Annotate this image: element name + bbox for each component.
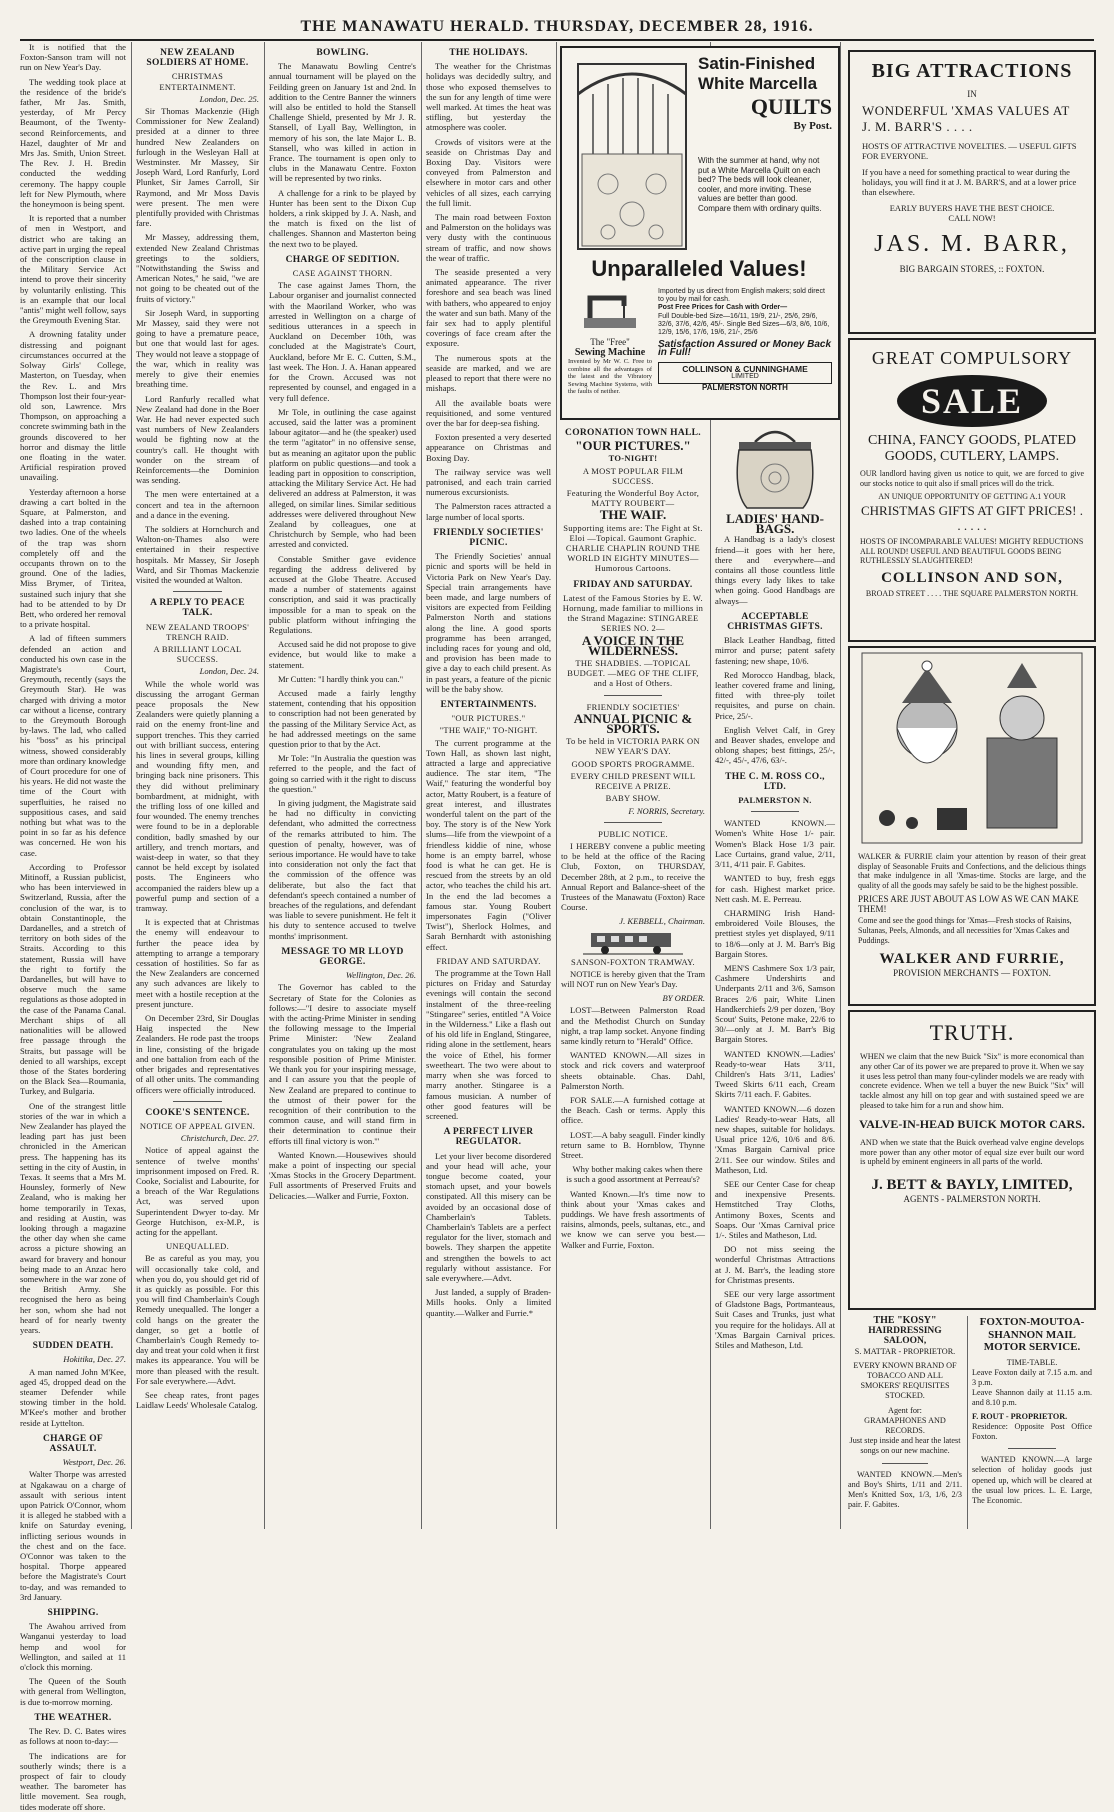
column-rule: [967, 1316, 968, 1529]
subheadline: FRIDAY AND SATURDAY.: [436, 955, 541, 966]
firm-name: COLLINSON & CUNNINGHAME: [682, 363, 808, 374]
ad-headline: GREAT COMPULSORY: [871, 348, 1073, 368]
subheadline: UNEQUALLED.: [165, 1241, 230, 1252]
separator: [173, 591, 222, 592]
news-paragraph: Wanted Known.—Housewives should make a point of inspecting our special 'Xmas Stocks in the Grocery Department. Full assortments of Preserved Fruits and Delicacies.—Walker and Furrie, Foxton.: [269, 1149, 416, 1201]
ad-text: PRICES ARE JUST ABOUT AS LOW AS WE CAN MAKE THEM!: [858, 894, 1079, 915]
column-bowling-sedition: [269, 42, 416, 1529]
santa-claus-illustration: [857, 648, 1087, 848]
kosy-advertisement: [848, 1316, 962, 1529]
headline: FRIDAY AND SATURDAY.: [573, 579, 693, 590]
column-rule: [264, 42, 265, 1529]
firm-ltd: LIMITED: [731, 372, 759, 380]
classified-ad: LOST—Between Palmerston Road and the Methodist Church on Sunday night, a trap lamp socket. Anyone finding same kindly return to "Herald" Office.: [561, 1005, 705, 1046]
firm-address: PROVISION MERCHANTS — FOXTON.: [893, 968, 1051, 979]
firm-address: BIG BARGAIN STORES, :: FOXTON.: [899, 264, 1045, 274]
firm-name: COLLINSON AND SON,: [881, 569, 1063, 586]
firm-name: THE C. M. ROSS CO., LTD.: [725, 771, 825, 792]
signature: J. KEBBELL, Chairman.: [619, 916, 705, 927]
machine-label: The "Free": [590, 337, 630, 347]
classified-ad: LOST.—A baby seagull. Finder kindly return same to B. Hornblow, Thynne Street.: [561, 1129, 705, 1160]
cinema-title: "OUR PICTURES.": [575, 438, 691, 454]
news-paragraph: Just landed, a supply of Braden-Mills hooks. Only a limited quantity.—Walker and Furrie.*: [426, 1287, 551, 1318]
subheadline: CASE AGAINST THORN.: [292, 268, 393, 279]
headline: MESSAGE TO MR LLOYD GEORGE.: [281, 946, 404, 968]
headline: CORONATION TOWN HALL.: [565, 428, 701, 438]
news-paragraph: The railway service was well patronised, and each train carried numerous excursionists.: [426, 466, 551, 498]
news-paragraph: The indications are for southerly winds; there is a prospect of fair to cloudy weather. The barometer has little movement. Sea rough, tides moderate off shore.: [20, 1750, 126, 1812]
firm-town: PALMERSTON N.: [738, 795, 812, 806]
news-paragraph: The Awahou arrived from Wanganui yesterday to load hemp and wool for Wellington, and sailed at 11 o'clock this morning.: [20, 1621, 126, 1673]
firm-address: BROAD STREET . . . . THE SQUARE PALMERSTON NORTH.: [865, 588, 1079, 598]
ad-text: Black Leather Handbag, fitted mirror and purse; patent safety fastening; new shape, 10/6.: [715, 635, 835, 666]
news-paragraph: The soldiers at Hornchurch and Walton-on-Thames also were entertained in their respective hospitals. Mr Massey, Sir Joseph Ward, and Sir Thomas Mackenzie visited the wounded at Walton.: [136, 523, 259, 585]
news-paragraph: The Palmerston races attracted a large number of local sports.: [426, 501, 551, 522]
ad-text: Residence: Opposite Post Office Foxton.: [972, 1421, 1092, 1441]
tram-icon: [583, 929, 683, 955]
ad-text: OUR landlord having given us notice to quit, we are forced to give our stocks notice to quit also if small prices will do the trick.: [860, 469, 1084, 488]
ad-text: A Handbag is a lady's closest friend—it goes with her here, there and everywhere—and contains all those countless little things every lady likes to take when going. Good Handbags are always—: [715, 534, 835, 606]
news-paragraph: Sir Thomas Mackenzie (High Commissioner for New Zealand) presided at a dinner to three hundred New Zealanders on furlough in the Wesleyan Hall at Westminster. Mr Massey, Sir Joseph Ward, Lord Ranfurly, Lord Plunket, Sir James Carroll, Sir Raymond, and Mr Moss Davis were present. The men were plentifully provided with Christmas fare.: [136, 106, 259, 229]
film-title: THE WAIF.: [599, 507, 667, 523]
column-rule: [421, 42, 422, 1529]
headline: CHARGE OF ASSAULT.: [43, 1433, 103, 1455]
news-paragraph: On December 23rd, Sir Douglas Haig inspected the New Zealanders. He rode past the troops in line, consisting of the brigade and one battalion from each of the other brigades and representatives of all other units. The commanding officers were officially introduced.: [136, 1013, 259, 1095]
news-paragraph: Foxton presented a very deserted appearance on Christmas and Boxing Day.: [426, 432, 551, 463]
classified-ad: FOR SALE.—A furnished cottage at the Beach. Cash or terms. Apply this office.: [561, 1094, 705, 1126]
notice-text: GOOD SPORTS PROGRAMME.: [571, 758, 695, 769]
headline: PUBLIC NOTICE.: [598, 828, 668, 839]
ad-text: HOSTS OF INCOMPARABLE VALUES! MIGHTY REDUCTIONS ALL ROUND! USEFUL AND BEAUTIFUL GOODS BEING RUTHLESSLY SLAUGHTERED!: [860, 537, 1084, 566]
subheadline: NEW ZEALAND TROOPS' TRENCH RAID.: [145, 621, 250, 642]
price-heading: Post Free Prices for Cash with Order—: [658, 304, 788, 312]
classified-ad: Why bother making cakes when there is such a good assortment at Perreau's?: [566, 1164, 703, 1185]
ad-text: IN: [967, 89, 977, 99]
classified-ad: WANTED to buy, fresh eggs for cash. Highest market price. Nett cash. M. E. Perreau.: [715, 873, 835, 904]
news-paragraph: Mr Massey, addressing them, extended New Zealand Christmas greetings to the soldiers, "Notwithstanding the Swiss and American Notes," he said, "we are not going to be cheated out of the fruits of victory.": [136, 232, 259, 304]
news-paragraph: Be as careful as you may, you will occasionally take cold, and when you do, you should get rid of it as quickly as possible. For this you will find Chamberlain's Cough Remedy unequalled. The longer a cold hangs on the greater the danger, so get a bottle of Chamberlain's Cough Remedy to-day and treat your cold when it first makes its appearance. You will be more than pleased with the result. For sale everywhere.—Advt.: [136, 1253, 259, 1386]
ad-headline: LADIES' HAND-BAGS.: [726, 511, 824, 537]
classified-ad: WANTED KNOWN.—All sizes in stock and rick covers and waterproof sheets obtainable. Chas. Dahl, Palmerston North.: [561, 1050, 705, 1091]
ad-headline: CHINA, FANCY GOODS, PLATED GOODS, CUTLERY, LAMPS.: [867, 433, 1077, 464]
headline: ENTERTAINMENTS.: [440, 699, 537, 710]
signature: BY ORDER.: [662, 993, 705, 1004]
column-notices: [561, 422, 705, 1529]
ad-headline: FOXTON-MOUTOA-SHANNON MAIL MOTOR SERVICE.: [979, 1316, 1085, 1353]
classified-ad: WANTED KNOWN.—Men's and Boy's Shirts, 1/11 and 2/11. Men's Knitted Sox, 1/3, 1/6, 2/3 pair. F. Gabites.: [848, 1469, 962, 1510]
separator: [604, 822, 662, 823]
news-paragraph: Mr Tole, in outlining the case against accused, said the latter was a prominent labour agitator—and he (the speaker) used the term "agitator" in no offensive sense, but as meaning an agitator upon the public platform on public questions—and took a leading part in opposition to conscription, attacking the Military Service Act. He had delivered an address at Palmerston, it was alleged, on similar lines. Similar seditious addresses were delivered throughout New Zealand by colleagues, one at Christchurch by Semple, who had been arrested and convicted.: [269, 406, 416, 550]
news-paragraph: See cheap rates, front pages Laidlaw Leeds' Wholesale Catalog.: [136, 1389, 259, 1411]
notice-text: THE SHADBIES. —TOPICAL BUDGET. —MEG OF THE CLIFF, and a Host of Others.: [567, 658, 699, 689]
news-paragraph: The Manawatu Bowling Centre's annual tournament will be played on the Feilding green on January 1st and 2nd. In addition to the Centre Banner the winners will also be entitled to hold the Stansell Challenge Shield, presented by Mr J. R. Stansell, of Lyall Bay, Wellington, in memory of his son, the late Major L. B. Stansell, who was killed in action in France. The tournament is open only to clubs in the Manawatu Centre. Foxton will be represented by two rinks.: [269, 61, 416, 184]
sewing-machine-icon: [580, 288, 640, 332]
ad-headline: WONDERFUL 'XMAS VALUES AT J. M. BARR'S . . . .: [862, 103, 1070, 134]
news-paragraph: Let your liver become disordered and your head will ache, your tongue become coated, your stomach upset, and your bowels constipated. All this misery can be avoided by an occasional dose of Chamberlain's Tablets. Chamberlain's Tablets are a perfect regulator for the liver, stomach and bowels. They sharpen the appetite and strengthen the bowels to act regularly without assistance. For sale everywhere.—Advt.: [426, 1150, 551, 1283]
sewing-machine-panel: [568, 288, 652, 396]
separator: [1008, 1448, 1056, 1449]
subheadline: NOTICE OF APPEAL GIVEN.: [139, 1120, 256, 1131]
ad-text: HOSTS OF ATTRACTIVE NOVELTIES. — USEFUL GIFTS FOR EVERYONE.: [862, 141, 1077, 161]
machine-label: Sewing Machine: [574, 347, 646, 358]
dateline: Hokitika, Dec. 27.: [63, 1354, 126, 1365]
price-list: Full Double-bed Size—16/11, 19/9, 21/-, 25/6, 29/6, 32/6, 37/6, 42/6, 45/-. Single Bed Sizes—6/3, 8/6, 10/6, 12/9, 15/6, 17/6, 19/6, 21/-, 25/6: [658, 312, 830, 337]
ad-text: With the summer at hand, why not put a White Marcella Quilt on each bed? The beds will look cleaner, cooler, and more inviting. These values are better than good. Compare them with ordinary quilts.: [698, 156, 822, 213]
timetable-entry: Leave Foxton daily at 7.15 a.m. and 3 p.m.: [972, 1367, 1092, 1387]
picnic-title: ANNUAL PICNIC & SPORTS.: [573, 710, 693, 737]
ad-headline: BIG ATTRACTIONS: [871, 60, 1073, 82]
headline: COOKE'S SENTENCE.: [145, 1107, 250, 1118]
news-paragraph: Walter Thorpe was arrested at Ngakawau on a charge of assault with serious intent upon Patrick O'Connor, whom it is alleged he stabbed with a knife on Saturday evening, inflicting serious wounds in the chest and on the face. O'Connor was taken to the hospital. Thorpe appeared before the Magistrate's Court to-day, and was remanded to 3rd January.: [20, 1469, 126, 1602]
news-paragraph: A drowning fatality under distressing and poignant circumstances occurred at the Solway Girls' College, Masterton, on Tuesday, when the Rev. L. and Mrs Thompson lost their four-year-old son, Lawrence. Mrs Thompson, on approaching a concrete swimming bath in the grounds discovered to her horror and dismay the little one floating in the water. Artificial respiration proved unavailing.: [20, 329, 126, 483]
ad-text: Just step inside and hear the latest songs on our new machine.: [849, 1436, 961, 1456]
timetable-heading: TIME-TABLE.: [1006, 1357, 1058, 1367]
news-paragraph: The Friendly Societies' annual picnic and sports will be held in Victoria Park on New Year's Day. Special train arrangements have been made, and large numbers of visitors are expected from Feilding Palmerston North and stations along the line. A good sports programme has been arranged, including races for young and old, and provision has been made to give a day to each child present. As in past years, a feature of the picnic will be the baby show.: [426, 551, 551, 694]
walker-furrie-advertisement: [848, 646, 1096, 1006]
ad-title: QUILTS: [750, 94, 832, 119]
bed-icon: [568, 54, 696, 254]
classified-ad: MEN'S Cashmere Sox 1/3 pair, Cashmere Undershirts and Underpants 2/11 and 3/6, Samson Braces 2/6 pair, White Linen Handkerchiefs 2/9 per dozen, 'Boy Scout' Suits, Petone make, 22/6 to 30/—only at J. M. Barr's Big Bargain Stores.: [715, 962, 835, 1045]
separator: [882, 1463, 928, 1464]
ad-text: Imported by us direct from English makers; sold direct to you by mail for cash.: [658, 288, 825, 304]
ad-text: EVERY KNOWN BRAND OF TOBACCO AND ALL SMOKERS' REQUISITES STOCKED.: [853, 1360, 957, 1401]
firm-logo: [658, 362, 832, 384]
ad-headline: HAIRDRESSING SALOON,: [868, 1326, 942, 1347]
timetable-entry: Leave Shannon daily at 11.15 a.m. and 8.10 p.m.: [972, 1388, 1092, 1408]
classified-ad: WANTED KNOWN.—A large selection of holiday goods just opened up, which will be cleared at the usual low prices. L. E. Large, The Economic.: [972, 1455, 1092, 1505]
ad-text: If you have a need for something practical to wear during the holidays, you will find it at J. M. BARR'S, and at a lower price than elsewhere.: [862, 167, 1077, 197]
barr-advertisement: [848, 50, 1096, 334]
ad-text: AN UNIQUE OPPORTUNITY OF GETTING A.1 YOUR: [878, 492, 1066, 502]
news-paragraph: It is notified that the Foxton-Sanson tram will not run on New Year's Day.: [20, 42, 126, 73]
news-paragraph: The current programme at the Town Hall, as shown last night, attracted a large and appreciative audience. The star item, "The Waif," featuring the wonderful boy actor, Matty Roubert, is a feature of great interest, and illustrates wonderful talent on the part of the boy. The story is of the New York slums—life from the viewpoint of a friendless kiddie of nine, whose home is an empty barrel, whose food is what he can get. He is rescued from the streets by an old actor, who teaches the child his art. In the end the lad becomes a famous star. Young Roubert impersonates Fagin ("Oliver Twist"), Sherlock Holmes, and Sarah Bernhardt with astonishing effect.: [426, 737, 551, 952]
column-rule: [131, 42, 132, 1529]
subheadline: "OUR PICTURES.": [451, 713, 526, 724]
subheadline: A BRILLIANT LOCAL SUCCESS.: [153, 643, 242, 665]
headline: SANSON-FOXTON TRAMWAY.: [571, 956, 695, 967]
dateline: London, Dec. 24.: [199, 666, 259, 677]
firm-town: PALMERSTON NORTH: [702, 383, 788, 393]
separator: [751, 811, 799, 812]
ad-text: GRAMAPHONES AND RECORDS.: [864, 1415, 946, 1436]
bed-illustration: [568, 54, 696, 254]
ad-text: English Velvet Calf, in Grey and Beaver shades, envelope and oblong shapes; best fittings, 25/-, 42/-, 45/-, 47/6, 63/-.: [715, 724, 835, 766]
news-paragraph: Lord Ranfurly recalled what New Zealand had done in the Boer War. He had never expected such vast numbers of New Zealanders would be fighting now at the country's call. He thought with wonder on the stream of Reinforcements—the Dominion was sending.: [136, 393, 259, 486]
news-paragraph: It is expected that at Christmas the enemy will endeavour to further the peace idea by attempting to arrange a temporary cessation of hostilities. So far as the New Zealanders are concerned any such advances are likely to meet with a hostile reception at the present juncture.: [136, 917, 259, 1009]
ad-headline: ACCEPTABLE CHRISTMAS GIFTS.: [727, 611, 823, 633]
ad-text: WALKER & FURRIE claim your attention by reason of their great display of Seasonable Fruits and Confections, and the delicious things that make indulgence in all 'Xmas-time. Stocks are large, and the quality of all the goods may safely be said to be the highest possible.: [858, 852, 1086, 890]
news-paragraph: Yesterday afternoon a horse drawing a cart bolted in the Square, at Palmerston, and dashed into a trap containing two ladies. One of the wheels of the trap was shorn completely off and the occupants thrown on to the ground. One of the ladies, Miss Brymer, of Tiritea, sustained such injury that she had to be attended to by Dr Bett, who ordered her removal to a private hospital.: [20, 486, 126, 630]
handbag-icon: [725, 422, 825, 514]
news-paragraph: While the whole world was discussing the arrogant German peace proposals the New Zealanders were quietly planning a raid on the enemy front-line and support trenches. This they carried out with brilliant success, entering his lines in several groups, killing and wounding fifty men, and bringing back nine prisoners. This they did without preliminary bombardment, at midnight, with the trifling loss of one killed and four wounded. The enemy trenches were found to be in a deplorable condition, badly smashed by our artillery, and trench mortars, and waist-deep in water, so that they cannot be held except by isolated posts. The Engineers who accompanied the raiders blew up a powerful pump and section of a tramway.: [136, 678, 259, 914]
headline: CHARGE OF SEDITION.: [285, 254, 400, 265]
news-paragraph: In giving judgment, the Magistrate said he had no difficulty in convicting defendant, who admitted the correctness of the remarks attributed to him. The question of penalty, however, was of serious importance. He would have to take into consideration not only the fact that the commission of the offence was deliberate, but also the fact that defendant's speech contained a number of breaches of the regulations, and defendant was liable to severe punishment. He felt it his duty to sentence accused to twelve months' imprisonment.: [269, 798, 416, 941]
news-paragraph: The wedding took place at the residence of the bride's father, Mr Jas. Smith, yesterday, of Mr Percy Beaumont, of the Twenty-second Reinforcements, and Hazel, daughter of Mr and Mrs Jas. Smith, Union Street. The Rev. J. H. Bredin conducted the wedding ceremony. The happy couple left for New Plymouth, where the honeymoon is being spent.: [20, 76, 126, 210]
notice-text: EVERY CHILD PRESENT WILL RECEIVE A PRIZE.: [570, 770, 696, 792]
ad-subtitle: By Post.: [793, 120, 832, 132]
ad-text: AND when we state that the Buick overhead valve engine develops more power than any other motor of equal size ever built our word is upheld by eminent engineers in all parts of the world.: [860, 1137, 1084, 1167]
news-paragraph: Mr Tole: "In Australia the question was referred to the people, and the fact of going so carried with it the right to discuss the question.": [269, 753, 416, 794]
tonight-label: TO-NIGHT!: [608, 453, 658, 464]
news-paragraph: All the available boats were requisitioned, and some ventured over the bar for deep-sea fishing.: [426, 397, 551, 428]
headline: FRIENDLY SOCIETIES': [586, 701, 680, 712]
column-handbags: [715, 422, 835, 1529]
classified-ad: WANTED KNOWN.—6 dozen Ladies' Ready-to-wear Hats, all new shapes, suitable for holidays. Usual price 12/6, 10/6 and 8/6. 'Xmas Bargain Carnival price 2/11. See our window. Stiles and Matheson, Ltd.: [715, 1103, 835, 1175]
firm-address: AGENTS - PALMERSTON NORTH.: [903, 1194, 1041, 1205]
firm-name: WALKER AND FURRIE,: [879, 951, 1065, 968]
firm-name: J. BETT & BAYLY, LIMITED,: [871, 1177, 1073, 1194]
signature: F. NORRIS, Secretary.: [628, 805, 705, 816]
classified-ad: WANTED KNOWN.—Women's White Hose 1/- pair. Women's Black Hose 1/3 pair. Lace Curtains, grand value, 2/11, 3/11, 4/11 pair. F. Gabites.: [715, 818, 835, 870]
headline: SUDDEN DEATH.: [32, 1341, 114, 1352]
news-paragraph: Mr Cutten: "I hardly think you can.": [278, 673, 404, 684]
machine-text: Invented by Mr W. C. Free to combine all the advantages of the latest and the Vibratory Sewing Machine Systems, with the faults of neither.: [568, 358, 652, 395]
news-paragraph: According to Professor Mitinoff, a Russian publicist, who has been interviewed in Switzerland, Russia, after the conclusion of the war, is to obtain Constantinople, the Dardanelles, and a stretch of territory on both sides of the Straits. According to this statement, Russia will have the right to fortify the Dardanelles, but will have to observe much the same regulations as those adopted in the case of the Panama Canal. Merchant ships of all nationalities will be allowed free passage through the Straits, but passage will be denied to all warships, except those of the States bordering on the Black Sea—Roumania, Turkey, and Bulgaria.: [20, 861, 126, 1097]
classified-ad: SEE our Center Case for cheap and inexpensive Presents. Hemstitched Tray Cloths, Antimony Boxes, Scents and Soaps. Our 'Xmas Carnival price 1/-. Stiles and Matheson, Ltd.: [715, 1178, 835, 1240]
dateline: Christchurch, Dec. 27.: [180, 1133, 259, 1144]
notice-text: Supporting items are: The Fight at St. Eloi —Topical. Gaumont Graphic. CHARLIE CHAPLIN ROUND THE WORLD IN EIGHTY MINUTES— Humorous Cartoons.: [563, 522, 703, 574]
ad-headline: CHRISTMAS GIFTS AT GIFT PRICES! . . . . . .: [860, 503, 1083, 534]
news-paragraph: It is reported that a number of men in Westport, and district who are taking an active part in urging the repeal of the conscription clause in the Military Service Act intend to prove their sincerity by voluntarily enlisting. This is an example that our local "antis" might well follow, says the Greymouth Evening Star.: [20, 213, 126, 326]
ad-text: Agent for:: [888, 1405, 922, 1415]
ad-text: Come and see the good things for 'Xmas—Fresh stocks of Raisins, Sultanas, Peels, Almonds, and all necessities for 'Xmas Cakes and Puddings.: [858, 916, 1072, 945]
news-paragraph: Crowds of visitors were at the seaside on Christmas Day and Boxing Day. Visitors were conveyed from Palmerston and elsewhere in motor cars and other vehicles of all sizes, each carrying the full limit.: [426, 136, 551, 208]
classified-ad: DO not miss seeing the wonderful Christmas Attractions at J. M. Barr's, the leading store for Christmas presents.: [715, 1244, 835, 1285]
headline: THE HOLIDAYS.: [449, 48, 528, 58]
headline: A REPLY TO PEACE TALK.: [150, 598, 245, 619]
news-paragraph: Accused said he did not propose to give evidence, but would like to make a statement.: [269, 639, 416, 670]
quilt-advertisement: [560, 46, 840, 420]
notice-text: Featuring the Wonderful Boy Actor, MATTY ROUBERT—: [566, 488, 700, 509]
ad-title: Satin-Finished: [698, 54, 816, 73]
masthead: THE MANAWATU HERALD. THURSDAY, DECEMBER 28, 1916.: [20, 18, 1094, 41]
sale-badge: SALE: [897, 375, 1047, 427]
column-local-news: [20, 42, 126, 1812]
column-rule: [556, 42, 557, 1529]
guarantee: Satisfaction Assured or Money Back in Full!: [658, 339, 832, 359]
news-paragraph: A lad of fifteen summers defended an action and conducted his own case in the Magistrate's Court, Greymouth, recently (says the Greymouth Star). He was charged with driving a motor car without a license, contrary to the Greymouth Borough by-laws. The lad, who called his "boss" as his principal witness, showed considerably more than ordinary knowledge of Court procedure for one of his years. He did not waste the time of the Court with superfluities, he raised no suppositious cases, and said nothing but what was to the point in so far as his defence was concerned. He won his case.: [20, 633, 126, 858]
news-paragraph: A challenge for a rink to be played by Hunter has been sent to the Dixon Cup holders, a rink skipped by J. A. Nash, and the match is fixed on the list of challenges. Shannon and Masterton being the next two to be played.: [269, 187, 416, 249]
news-paragraph: Accused made a fairly lengthy statement, contending that his opposition to conscription had not been generated by the passing of the Military Service Act, as he had addressed meetings on the same question prior to that by the Act.: [269, 687, 416, 749]
proprietor: S. MATTAR - PROPRIETOR.: [854, 1346, 956, 1356]
ad-text: Red Morocco Handbag, black, leather covered frame and lining, fitted with three-ply toilet requisites, and purse on chain. Price, 25/-.: [715, 669, 835, 721]
headline: NEW ZEALAND SOLDIERS AT HOME.: [146, 48, 249, 69]
notice-text: BABY SHOW.: [605, 793, 661, 804]
ad-headline: THE "KOSY": [873, 1315, 937, 1326]
headline: FRIENDLY SOCIETIES' PICNIC.: [433, 527, 544, 548]
separator: [173, 1101, 222, 1102]
notice-text: To be held in VICTORIA PARK ON NEW YEAR'S DAY.: [566, 736, 700, 757]
headline: SHIPPING.: [47, 1608, 99, 1619]
column-war-news: [136, 42, 259, 1529]
news-paragraph: The Rev. D. C. Bates wires as follows at noon to-day:—: [20, 1726, 126, 1747]
notice-paragraph: NOTICE is hereby given that the Tram will NOT run on New Year's Day.: [561, 968, 705, 989]
column-rule: [840, 42, 841, 1529]
proprietor: F. ROUT - PROPRIETOR.: [972, 1411, 1068, 1421]
buick-advertisement: [848, 1010, 1096, 1310]
sale-advertisement: [848, 338, 1096, 642]
notice-paragraph: I HEREBY convene a public meeting to be held at the office of the Racing Club, Foxton, on THURSDAY, December 28th, at 2 p.m., to receive the Annual Report and Balance-sheet of the Trustees of the Manawatu (Foxton) Race Course.: [561, 840, 705, 913]
ad-title: White Marcella: [698, 74, 818, 93]
news-paragraph: The weather for the Christmas holidays was decidedly sultry, and those who exposed themselves to the sun for any length of time were well marked. At times the heat was stifling, but yesterday the atmosphere was cooler.: [426, 61, 551, 133]
news-paragraph: The main road between Foxton and Palmerston on the holidays was very dusty with the continuous stream of traffic, and now shows the wear of traffic.: [426, 212, 551, 263]
column-holidays: [426, 42, 551, 1529]
headline: A PERFECT LIVER REGULATOR.: [443, 1127, 534, 1148]
news-paragraph: The men were entertained at a concert and tea in the afternoon and a dance in the evening.: [136, 489, 259, 520]
classified-ad: Wanted Known.—It's time now to think about your 'Xmas cakes and puddings. We have fresh assortments of raisins, almonds, peels, sultanas, etc., and we know we can serve you best.—Walker and Furrie, Foxton.: [561, 1188, 705, 1250]
news-paragraph: The programme at the Town Hall pictures on Friday and Saturday evenings will contain the second instalment of the three-reeling "Stingaree" series, entitled "A Voice in the Wilderness." Like a flash out of his old life in England, Stingaree, riding alone in the settlement, hears the voice of Ethel, his former sweetheart. The two were about to marry when she was forced to marry another. Stingaree is a famous musician. A number of other good features will be screened.: [426, 968, 551, 1121]
headline: BOWLING.: [316, 48, 369, 58]
dateline: Westport, Dec. 26.: [62, 1457, 126, 1468]
news-paragraph: A man named John M'Kee, aged 45, dropped dead on the steamer Defender while stowing timber in the hold. M'Kee's mother and brother reside at Lyttelton.: [20, 1366, 126, 1428]
ad-headline: TRUTH.: [929, 1020, 1015, 1045]
ad-text: WHEN we claim that the new Buick "Six" is more economical than any other Car of its power we are prepared to prove it. When we say it uses less petrol than many four-cylinder models we are ready with concrete evidence. When we tell a buyer the new Buick "Six" will tackle almost any hill on top gear and with sustained speed we are pleased to take him for a run and show him.: [860, 1052, 1084, 1110]
notice-text: Latest of the Famous Stories by E. W. Hornung, made familiar to millions in the Strand Magazine: STINGAREE SERIES NO. 2—: [562, 592, 704, 634]
news-paragraph: The seaside presented a very animated appearance. The river foreshore and sea beach was lined with bathers, who appeared to enjoy the water and sun bath. Many of the fair sex had to apply plentiful coverings of face cream after the exposure.: [426, 267, 551, 349]
headline: THE WEATHER.: [34, 1712, 112, 1723]
news-paragraph: Notice of appeal against the sentence of twelve months' imprisonment imposed on Fred. R. Cooke, Socialist and Labourite, for a breach of the War Regulations Act, was served upon Superintendent Dwyer to-day. Mr George Hutchison, ex-M.P., is acting for the appellant.: [136, 1145, 259, 1237]
news-paragraph: The numerous spots at the seaside are marked, and we are pleased to report that there were no mishaps.: [426, 352, 551, 394]
classified-ad: WANTED KNOWN.—Ladies' Ready-to-wear Hats 3/11, Children's Hats 3/11, Ladies' Tweed Skirts 6/11 each, Cream Skirts 7/11 each. F. Gabites.: [715, 1048, 835, 1100]
news-paragraph: Constable Smither gave evidence regarding the address delivered by accused at the Globe Theatre. Accused made a number of statements against conscription, and said it was practically impossible for a man to speak on the public platform without infringing the Regulations.: [269, 553, 416, 635]
ad-text: EARLY BUYERS HAVE THE BEST CHOICE.: [889, 203, 1055, 213]
news-paragraph: The Governor has cabled to the Secretary of State for the Colonies as follows:—"I desire to associate myself with the acting-Prime Minister in sending the following message to the Imperial Prime Minister: 'New Zealand congratulates you on taking up the most responsible position of Prime Minister. We thank you for your inspiring message, and I can assure you that the people of New Zealand are prepared to continue to the utmost of their power for the recognition of their contribution to the common cause, and will stand firm in their determination to continue their efforts till final victory is won.'": [269, 982, 416, 1146]
news-paragraph: The Queen of the South with general from Wellington, is due to-morrow morning.: [20, 1676, 126, 1707]
firm-name: JAS. M. BARR,: [874, 231, 1070, 257]
subheadline: CHRISTMAS ENTERTAINMENT.: [159, 71, 236, 92]
notice-text: A MOST POPULAR FILM SUCCESS.: [582, 465, 684, 486]
subheadline: "THE WAIF," TO-NIGHT.: [439, 725, 538, 736]
film-title: A VOICE IN THE WILDERNESS.: [581, 632, 685, 658]
ad-text: CALL NOW!: [948, 213, 996, 223]
classified-ad: CHARMING Irish Hand-embroidered Voile Blouses, the prettiest styles yet displayed, 9/11 to 18/6—only at J. M. Barr's Big Bargain Stores.: [715, 907, 835, 959]
separator: [604, 695, 662, 696]
classified-ad: SEE our very large assortment of Gladstone Bags, Portmanteaus, Suit Cases and Trunks, just what you require for the holidays. All at 'Xmas Bargain Carnival prices. Stiles and Matheson, Ltd.: [715, 1289, 835, 1351]
ad-headline: VALVE-IN-HEAD BUICK MOTOR CARS.: [859, 1116, 1085, 1131]
ad-headline: Unparalleled Values!: [591, 256, 807, 281]
news-paragraph: The case against James Thorn, the Labour organiser and journalist connected with the Maoriland Worker, who was arrested in Wellington on a charge of seditious utterances in a speech in Auckland on December 10th, was concluded at the Magistrate's Court, Auckland, before Mr E. C. Cutten, S.M., last week. The Hon. J. A. Hanan appeared for the Crown. Accused was not represented by counsel, and engaged in a very full defence.: [269, 280, 416, 403]
news-paragraph: One of the strangest little stories of the war in which a New Zealander has played the leading part has just been chronicled in the American press. The happening has its setting in the city of Austin, in Texas. It seems that a Mrs M. Hounsley, formerly of New Zealand, who is making her home temporarily in Texas, and residing at Austin, was looking through a magazine the other day when she came across a picture showing an award for bravery and honour being made to an Anzac hero somewhere in the war zone of the British Army. She recognised the hero as being her son, whom she had not heard of for nearly twenty years.: [20, 1100, 126, 1335]
dateline: Wellington, Dec. 26.: [345, 970, 416, 981]
mail-motor-advertisement: [972, 1316, 1092, 1529]
dateline: London, Dec. 25.: [199, 93, 259, 104]
news-paragraph: Sir Joseph Ward, in supporting Mr Massey, said they were not going to have a premature peace, but one that would last for ages. They would not leave a stoppage of the war, which in reality was merely to give their enemies breathing time.: [136, 307, 259, 390]
